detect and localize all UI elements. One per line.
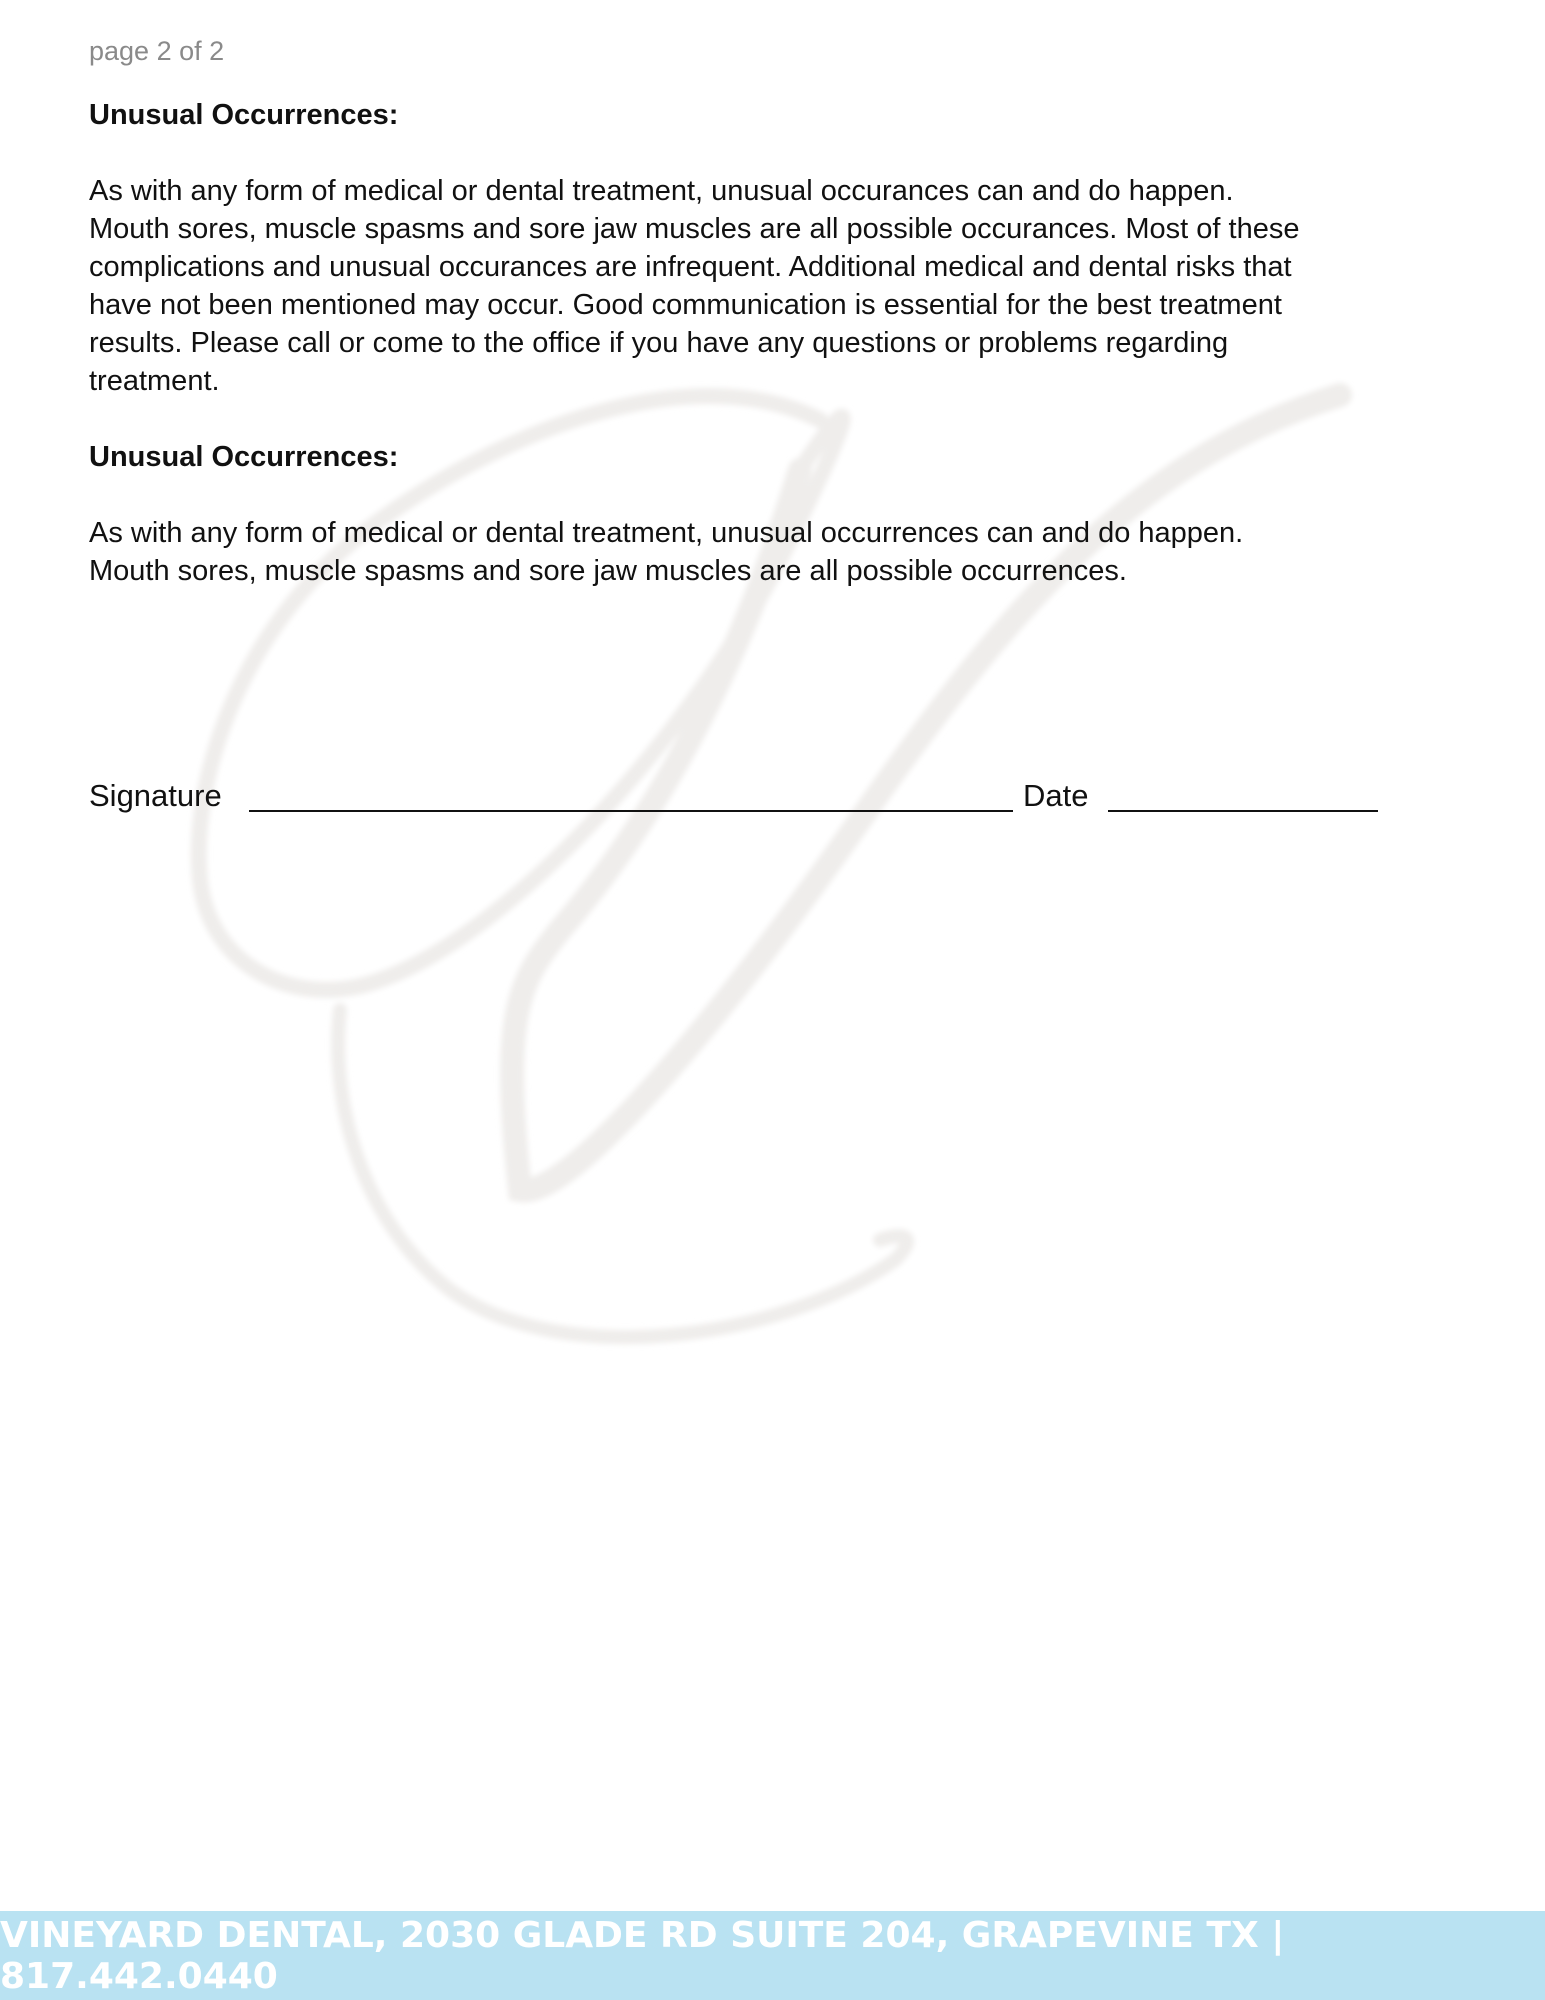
date-line[interactable] [1108,810,1378,812]
document-body [89,96,1469,628]
date-label: Date [1023,778,1089,813]
signature-row [89,778,1389,818]
section-heading: Unusual Occurrences: [89,99,399,131]
section-paragraph: As with any form of medical or dental treatment, unusual occurances can and do happen. Mouth sores, muscle spasms and sore jaw muscles are all possible occurances. Most of these complications and unusual occurances are infrequent. Additional medical and dental risks that have not been mentioned may occur. Good communication is essential for the best treatment results. Please call or come to the office if you have any questions or problems regarding treatment. [89,175,1300,397]
footer-band [0,1911,1545,2000]
footer-address: VINEYARD DENTAL, 2030 GLADE RD SUITE 204, GRAPEVINE TX | 817.442.0440 [0,1914,1285,1997]
section-heading: Unusual Occurrences: [89,441,399,473]
page-number: page 2 of 2 [89,36,225,66]
section-paragraph: As with any form of medical or dental treatment, unusual occurrences can and do happen. Mouth sores, muscle spasms and sore jaw muscles are all possible occurrences. [89,517,1244,587]
signature-line[interactable] [249,810,1013,812]
signature-label: Signature [89,778,222,813]
